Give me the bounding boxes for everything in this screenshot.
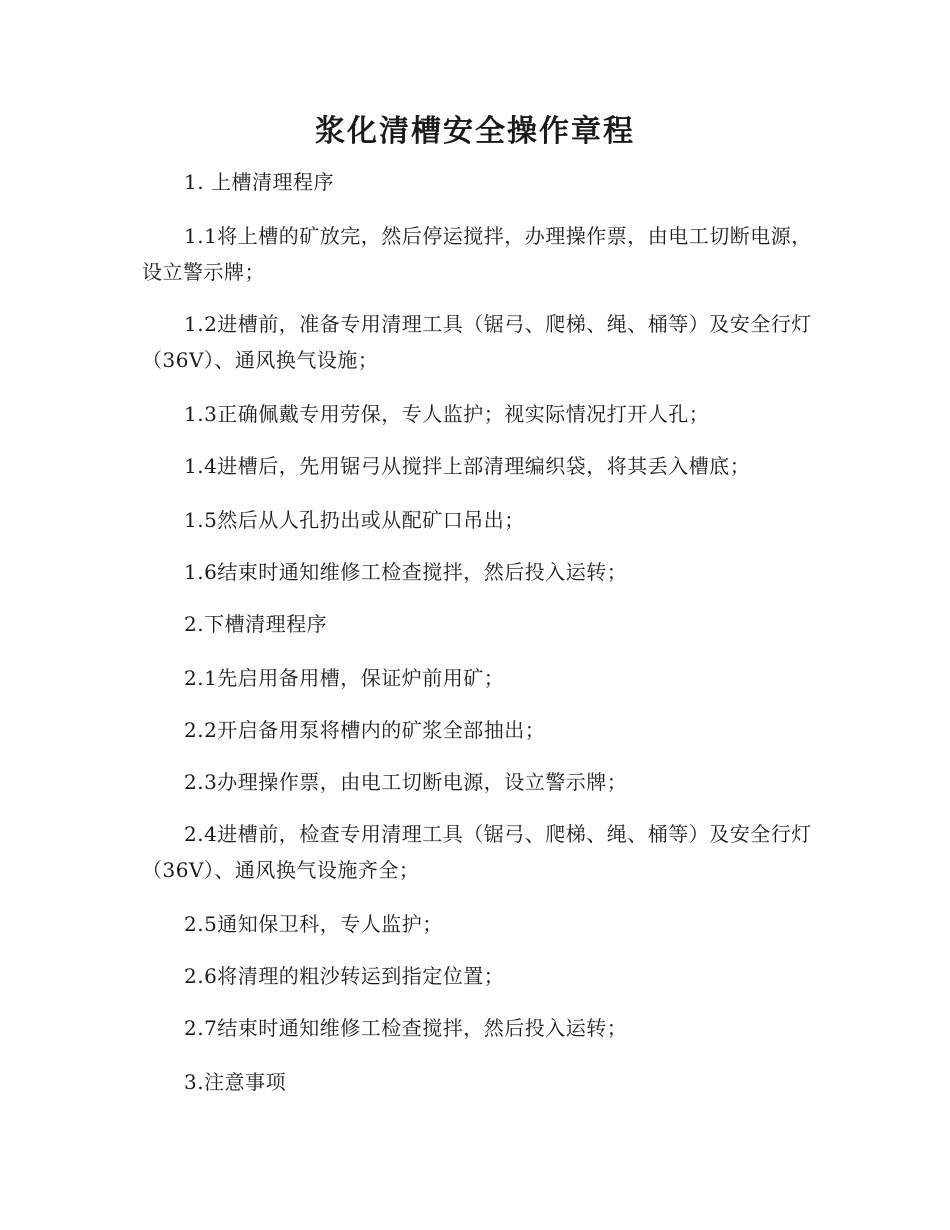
section-heading-1: 1. 上槽清理程序 <box>184 170 334 194</box>
paragraph-1-2: 1.2进槽前，准备专用清理工具（锯弓、爬梯、绳、桶等）及安全行灯（36V）、通风换气设施； <box>142 312 812 372</box>
paragraph-1-5: 1.5然后从人孔扔出或从配矿口吊出； <box>184 508 525 532</box>
paragraph-2-6: 2.6将清理的粗沙转运到指定位置； <box>184 964 505 988</box>
paragraph-2-7: 2.7结束时通知维修工检查搅拌，然后投入运转； <box>184 1016 628 1040</box>
section-heading-2: 2.下槽清理程序 <box>184 612 328 636</box>
paragraph-1-6: 1.6结束时通知维修工检查搅拌，然后投入运转； <box>184 560 628 584</box>
paragraph-2-2: 2.2开启备用泵将槽内的矿浆全部抽出； <box>184 718 546 742</box>
paragraph-1-4: 1.4进槽后，先用锯弓从搅拌上部清理编织袋，将其丢入槽底； <box>184 454 751 478</box>
paragraph-2-4: 2.4进槽前，检查专用清理工具（锯弓、爬梯、绳、桶等）及安全行灯（36V）、通风换气设施齐全； <box>142 822 812 882</box>
paragraph-1-1: 1.1将上槽的矿放完，然后停运搅拌，办理操作票，由电工切断电源，设立警示牌； <box>142 224 812 284</box>
paragraph-2-5: 2.5通知保卫科，专人监护； <box>184 912 443 936</box>
paragraph-2-1: 2.1先启用备用槽，保证炉前用矿； <box>184 666 505 690</box>
document-title: 浆化清槽安全操作章程 <box>315 114 635 149</box>
paragraph-2-3: 2.3办理操作票，由电工切断电源，设立警示牌； <box>184 770 628 794</box>
section-heading-3: 3.注意事项 <box>184 1070 287 1094</box>
paragraph-1-3: 1.3正确佩戴专用劳保，专人监护；视实际情况打开人孔； <box>184 402 710 426</box>
